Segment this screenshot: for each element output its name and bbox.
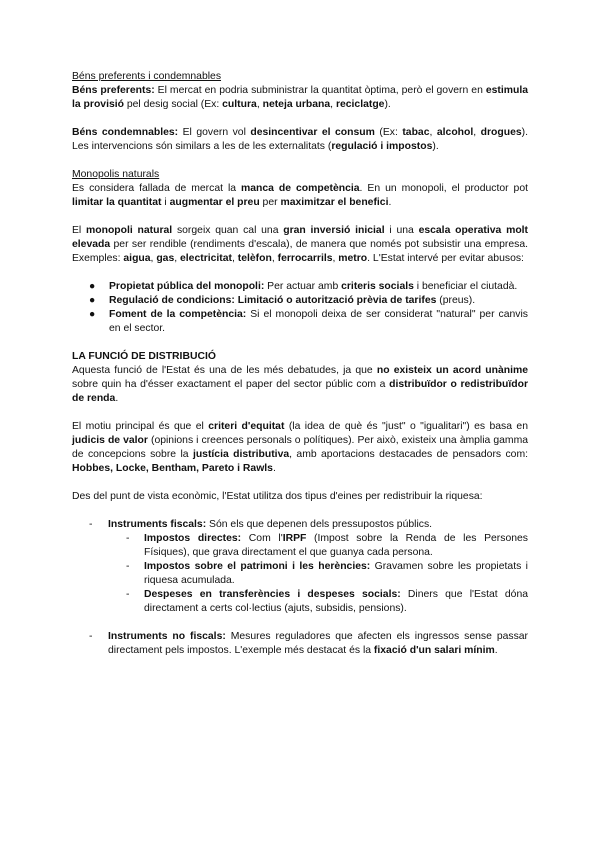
list-item: - Impostos sobre el patrimoni i les herències: Gravamen sobre les propietats i riquesa acumulada. <box>126 561 528 586</box>
dash-marker: - <box>126 561 130 572</box>
list-item: - Impostos directes: Com l'IRPF (Impost sobre la Renda de les Persones Físiques), que grava directament el que guanya cada persona. <box>126 533 528 558</box>
list-item: ● Regulació de condicions: Limitació o autorització prèvia de tarifes (preus). <box>89 295 476 306</box>
paragraph-distribucio-2: El motiu principal és que el criteri d'equitat (la idea de què és "just" o "igualitari") es basa en judicis de valor (opinions i creences personals o polítiques). Per això, existeix una àmplia gamma de concepcions sobre la justícia distributiva, amb aportacions destacades de pensadors com: Hobbes, Locke, Bentham, Pareto i Rawls. <box>72 421 529 474</box>
list-item: ● Foment de la competència: Si el monopoli deixa de ser considerat "natural" per canvis en el sector. <box>89 309 528 334</box>
paragraph-monopolis-2: El monopoli natural sorgeix quan cal una gran inversió inicial i una escala operativa molt elevada per ser rendible (rendiments d'escala), de manera que només pot subsistir una empresa. Exemples: aigua, gas, electricitat, telèfon, ferrocarrils, metro. L'Estat intervé per evitar abusos: <box>72 225 529 264</box>
bullet-icon: ● <box>89 281 96 292</box>
dash-marker: - <box>126 533 130 544</box>
dash-marker: - <box>89 631 93 642</box>
paragraph-distribucio-1: Aquesta funció de l'Estat és una de les més debatudes, ja que no existeix un acord unànime sobre quin ha d'ésser exactament el paper del sector públic com a distribuïdor o redistribuïdor de renda. <box>72 365 528 404</box>
section-title-distribucio: LA FUNCIÓ DE DISTRIBUCIÓ <box>72 351 216 362</box>
paragraph-monopolis-1: Es considera fallada de mercat la manca de competència. En un monopoli, el productor pot limitar la quantitat i augmentar el preu per maximitzar el benefici. <box>72 183 528 208</box>
section-heading-bens: Béns preferents i condemnables <box>72 71 222 82</box>
paragraph-bens-condemnables: Béns condemnables: El govern vol desincentivar el consum (Ex: tabac, alcohol, drogues). Les intervencions són similars a les de les externalitats (regulació i impostos). <box>72 127 529 152</box>
list-item-instruments-no-fiscals: - Instruments no fiscals: Mesures reguladores que afecten els ingressos sense passar directament pels impostos. L'exemple més destacat és la fixació d'un salari mínim. <box>89 631 529 656</box>
section-heading-monopolis: Monopolis naturals <box>72 169 160 180</box>
bullet-icon: ● <box>89 309 96 320</box>
list-spacer <box>72 616 528 630</box>
paragraph-bens-preferents: Béns preferents: El mercat en podria subministrar la quantitat òptima, però el govern en estimula la provisió pel desig social (Ex: cultura, neteja urbana, reciclatge). <box>72 85 528 110</box>
bullet-list-interventions <box>72 280 528 336</box>
paragraph-distribucio-3: Des del punt de vista econòmic, l'Estat utilitza dos tipus d'eines per redistribuir la riquesa: <box>72 491 483 502</box>
list-item: - Despeses en transferències i despeses socials: Diners que l'Estat dóna directament a certs col·lectius (ajuts, subsidis, pensions). <box>126 589 528 614</box>
bullet-icon: ● <box>89 295 96 306</box>
dash-marker: - <box>126 589 130 600</box>
list-item: ● Propietat pública del monopoli: Per actuar amb criteris socials i beneficiar el ciutadà. <box>89 281 518 292</box>
list-item-instruments-fiscals: - Instruments fiscals: Són els que depenen dels pressupostos públics. - Impostos directes: Com l'IRPF (Impost sobre la Renda de les Persones Físiques), que grava directament el que guanya cada persona. - Impostos sobre el patrimoni i les herències: Gravamen sobre les propietats i riquesa acumulada. - Despeses en transferències i despeses socials: Diners que l'Estat dóna directament a certs col·lectius (ajuts, subsidis, pensions). <box>89 519 528 614</box>
document-page <box>72 70 528 658</box>
dash-list-instruments <box>72 518 528 658</box>
dash-marker: - <box>89 519 93 530</box>
sub-list-fiscals <box>108 532 528 616</box>
